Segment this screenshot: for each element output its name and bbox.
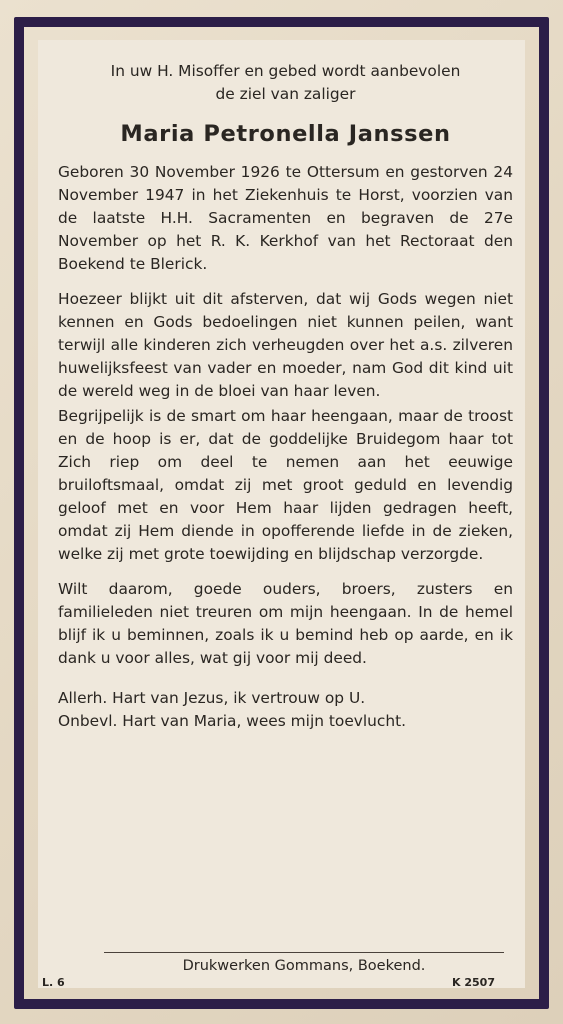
print-code-left: L. 6: [42, 976, 65, 989]
birth-death-paragraph: Geboren 30 November 1926 te Ottersum en gestorven 24 November 1947 in het Ziekenhuis te Horst, voorzien van de laatste H.H. Sacramenten en begraven de 27e November op het R. K. Kerkhof van het Rectoraat den Boekend te Blerick.: [58, 163, 513, 273]
print-code-right: K 2507: [452, 976, 495, 989]
reflection-paragraph-2: Begrijpelijk is de smart om haar heengaan, maar de troost en de hoop is er, dat de goddelijke Bruidegom haar tot Zich riep om deel te nemen aan het eeuwige bruiloftsmaal, omdat zij met groot geduld en levendig geloof met en voor Hem haar lijden gedragen heeft, omdat zij Hem diende in opofferende liefde in de zieken, welke zij met grote toewijding en blijdschap verzorgde.: [58, 407, 513, 563]
deceased-name: Maria Petronella Janssen: [120, 121, 451, 147]
footer-divider: [104, 952, 504, 953]
intro-line-2: de ziel van zaliger: [215, 85, 356, 103]
printer-imprint: Drukwerken Gommans, Boekend.: [182, 958, 426, 974]
prayer-line-1: Allerh. Hart van Jezus, ik vertrouw op U.: [58, 689, 366, 707]
prayers: [58, 687, 513, 733]
farewell-paragraph: Wilt daarom, goede ouders, broers, zusters en familieleden niet treuren om mijn heengaan. In de hemel blijf ik u beminnen, zoals ik u bemind heb op aarde, en ik dank u voor alles, wat gij voor mij deed.: [58, 580, 513, 667]
intro-line-1: In uw H. Misoffer en gebed wordt aanbevolen: [110, 62, 461, 80]
reflection-paragraph-1: Hoezeer blijkt uit dit afsterven, dat wij Gods wegen niet kennen en Gods bedoelingen niet kunnen peilen, want terwijl alle kinderen zich verheugden over het a.s. zilveren huwelijksfeest van vader en moeder, nam God dit kind uit de wereld weg in de bloei van haar leven.: [58, 290, 513, 400]
prayer-line-2: Onbevl. Hart van Maria, wees mijn toevlucht.: [58, 712, 407, 730]
card-text: [58, 60, 513, 733]
